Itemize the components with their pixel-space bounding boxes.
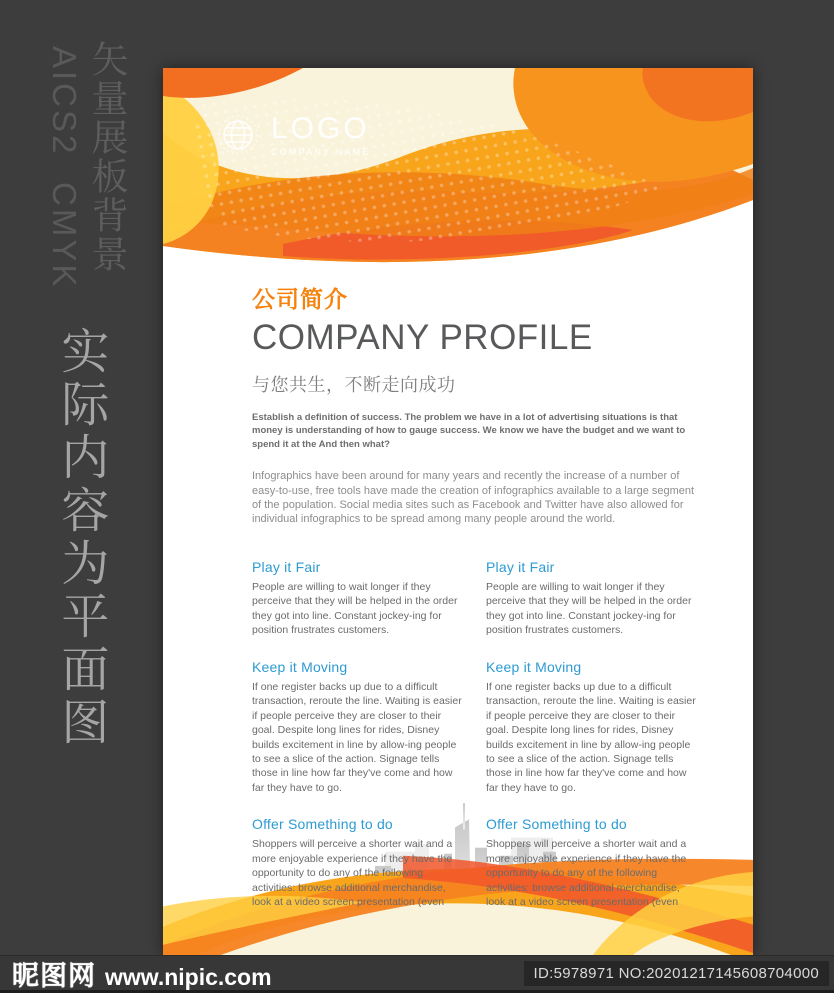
text-section [486,816,697,909]
text-section [486,559,697,638]
globe-icon [215,112,261,158]
section-body: Shoppers will perceive a shorter wait and a more enjoyable experience if they have the opportunity to do any of the following activities: browse additional merchandise, look at a video screen presentation (even [252,838,453,909]
section-body: Shoppers will perceive a shorter wait and a more enjoyable experience if they have the opportunity to do any of the following activities: browse additional merchandise, look at a video screen presentation (even [486,838,687,909]
slogan-text: 与您共生，不断走向成功 [252,375,456,395]
site-brand [12,954,272,993]
text-section [486,659,697,796]
section-heading: Play it Fair [486,558,555,575]
logo-subtext: COMPANY NAME [271,146,371,157]
site-name-logo: 昵图网 [12,960,96,991]
intro-paragraph-secondary: Infographics have been around for many years and recently the increase of a number of easy-to-use, free tools have made the creation of infographics available to a large segment of the population. Social media sites such as Facebook and Twitter have also allowed for individual infographics to be spread among many people around the world. [252,470,695,526]
logo-text-block [271,111,371,157]
section-body: People are willing to wait longer if they perceive that they will be helped in the order they got into line. Constant jockey-ing for position frustrates customers. [486,580,692,637]
image-id-badge: ID:5978971 NO:20201217145608704000 [524,961,829,986]
watermark-mode-label: CMYK [46,182,83,290]
section-body: People are willing to wait longer if they perceive that they will be helped in the order they got into line. Constant jockey-ing for position frustrates customers. [252,580,458,637]
company-logo [215,112,371,158]
column-left [252,559,463,931]
two-column-text [252,559,714,931]
column-right [486,559,697,931]
site-url-text: www.nipic.com [105,963,272,990]
text-section [252,816,463,909]
text-section [252,659,463,796]
watermark-tool-label: AICS2 [46,46,83,157]
watermark-vertical-chinese: 矢量展板背景 [86,40,127,274]
intro-paragraph-primary: Establish a definition of success. The problem we have in a lot of advertising situations is that money is understanding of how to gauge success. We know we have the budget and we want to spend it at the And then what? [252,412,686,450]
section-heading: Play it Fair [252,558,321,575]
section-heading: Keep it Moving [252,658,348,675]
section-heading: Keep it Moving [486,658,582,675]
title-chinese: 公司简介 [252,286,348,312]
site-watermark-bar [0,955,834,993]
section-heading: Offer Something to do [252,816,393,833]
section-body: If one register backs up due to a difficult transaction, reroute the line. Waiting is easier if people perceive they are closer to their goal. Despite long lines for rides, Disney builds excitement in line by allow-ing people to see a slice of the action. Signage tells those in line how far they've come and how far they have to go. [486,680,696,794]
title-english: COMPANY PROFILE [252,318,593,357]
watermark-vertical-latin [48,46,81,290]
text-section [252,559,463,638]
header-waves-graphic [163,68,753,283]
section-heading: Offer Something to do [486,816,627,833]
flyer-page [163,68,753,955]
logo-text: LOGO [271,111,370,145]
watermark-note-text: 实际内容为平面图 [53,326,107,750]
flyer-content [252,281,714,931]
section-body: If one register backs up due to a difficult transaction, reroute the line. Waiting is easier if people perceive they are closer to their goal. Despite long lines for rides, Disney builds excitement in line by allow-ing people to see a slice of the action. Signage tells those in line how far they've come and how far they have to go. [252,680,462,794]
